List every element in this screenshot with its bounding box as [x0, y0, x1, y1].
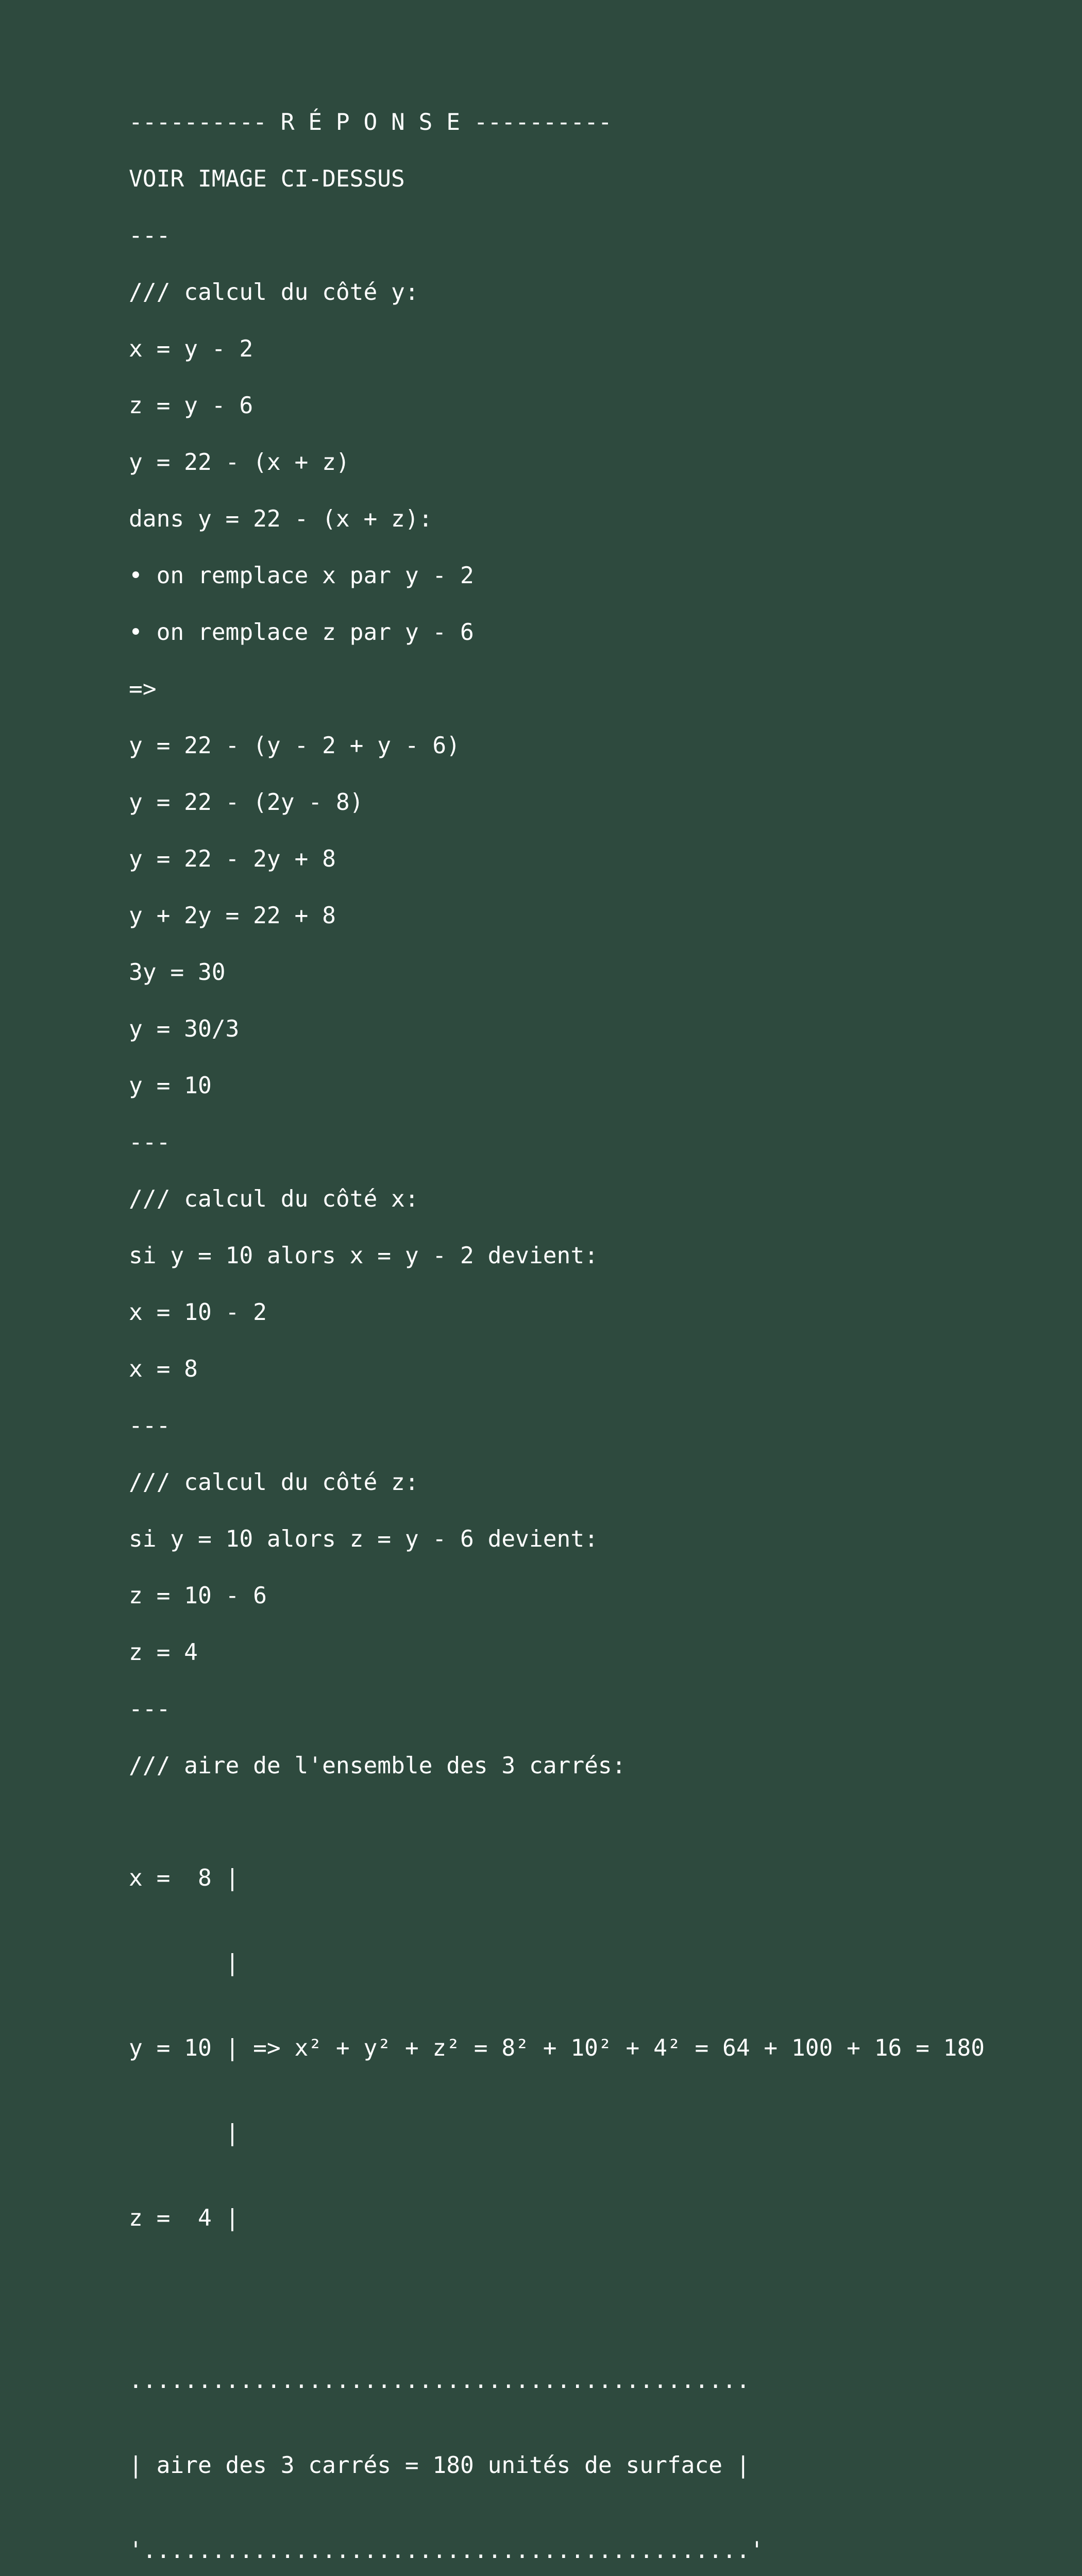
answer-header: ---------- R É P O N S E ----------: [129, 109, 612, 135]
section-separator: ---: [129, 1413, 171, 1439]
see-image-note: VOIR IMAGE CI-DESSUS: [129, 166, 405, 192]
equation-line: y = 22 - (y - 2 + y - 6): [129, 733, 460, 759]
arrow-line: =>: [129, 676, 157, 702]
bullet-step: • on remplace z par y - 6: [129, 619, 474, 646]
section-heading-x: /// calcul du côté x:: [129, 1186, 419, 1212]
section-heading-y: /// calcul du côté y:: [129, 279, 419, 306]
equation-line: z = y - 6: [129, 393, 253, 419]
area-computation: [129, 1807, 1056, 2289]
bullet-step: • on remplace x par y - 2: [129, 563, 474, 589]
equation-line: x = y - 2: [129, 336, 253, 362]
answer-board: [129, 107, 1056, 2576]
result-box-top-border: .............................................: [129, 2367, 750, 2394]
equation-line: y = 22 - (2y - 8): [129, 789, 364, 816]
area-row-spacer: |: [129, 1950, 240, 1976]
equation-line: x = 8: [129, 1356, 198, 1382]
area-row-z: z = 4 |: [129, 2205, 240, 2231]
equation-line: 3y = 30: [129, 959, 226, 986]
result-box-text: | aire des 3 carrés = 180 unités de surface |: [129, 2452, 750, 2479]
step-text: si y = 10 alors z = y - 6 devient:: [129, 1526, 598, 1552]
area-row-x: x = 8 |: [129, 1865, 240, 1891]
equation-line: y = 22 - (x + z): [129, 449, 350, 476]
equation-line: z = 10 - 6: [129, 1583, 267, 1609]
area-row-spacer: |: [129, 2120, 240, 2146]
equation-line: z = 4: [129, 1639, 198, 1666]
equation-line: x = 10 - 2: [129, 1299, 267, 1326]
section-separator: ---: [129, 1129, 171, 1156]
equation-line: y = 22 - 2y + 8: [129, 846, 336, 872]
equation-line: y = 10: [129, 1073, 212, 1099]
area-row-y: y = 10 | => x² + y² + z² = 8² + 10² + 4² = 64 + 100 + 16 = 180: [129, 2035, 985, 2061]
equation-line: y = 30/3: [129, 1016, 240, 1042]
result-box-bottom-border: '............................................': [129, 2537, 764, 2564]
equation-line: y + 2y = 22 + 8: [129, 903, 336, 929]
result-box: [129, 2310, 1056, 2576]
section-heading-z: /// calcul du côté z:: [129, 1469, 419, 1496]
section-heading-area: /// aire de l'ensemble des 3 carrés:: [129, 1753, 626, 1779]
step-text: si y = 10 alors x = y - 2 devient:: [129, 1243, 598, 1269]
section-separator: ---: [129, 1696, 171, 1722]
section-separator: ---: [129, 223, 171, 249]
step-text: dans y = 22 - (x + z):: [129, 506, 433, 532]
